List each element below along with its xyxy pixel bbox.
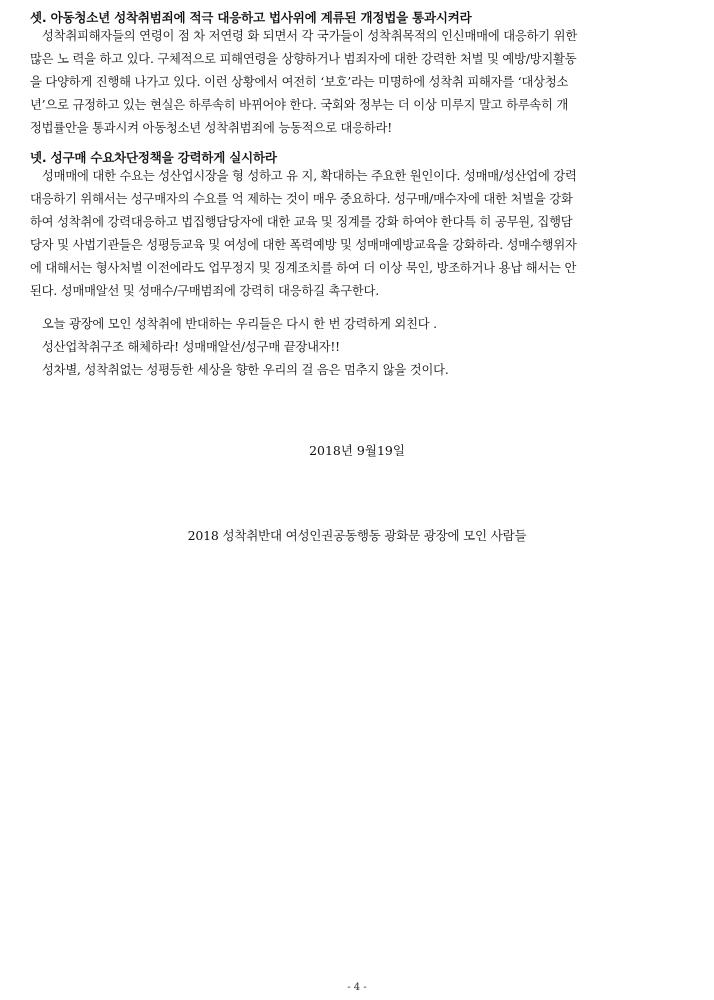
document-date: 2018년 9월19일 xyxy=(309,443,405,458)
paragraph-line: 성매매에 대한 수요는 성산업시장을 형 성하고 유 지, 확대하는 주요한 원인이다. 성매매/성산업에 강력 xyxy=(42,169,577,183)
section-heading-4: 넷. 성구매 수요차단정책을 강력하게 실시하라 xyxy=(30,150,277,165)
page-number: - 4 - xyxy=(347,982,367,993)
paragraph-line: 성착취피해자들의 연령이 점 차 저연령 화 되면서 각 국가들이 성착취목적의 인신매매에 대응하기 위한 xyxy=(42,29,578,43)
closing-statement xyxy=(30,313,694,382)
paragraph-line: 대응하기 위해서는 성구매자의 수요를 억 제하는 것이 매우 중요하다. 성구매/매수자에 대한 처벌을 강화 xyxy=(30,192,573,206)
paragraph-line: 된다. 성매매알선 및 성매수/구매범죄에 강력히 대응하길 촉구한다. xyxy=(30,284,379,298)
section-paragraph-3 xyxy=(30,25,694,140)
section-paragraph-4 xyxy=(30,165,694,303)
paragraph-line: 을 다양하게 진행해 나가고 있다. 이런 상황에서 여전히 ‘보호’라는 미명하에 성착취 피해자를 ‘대상청소 xyxy=(30,75,569,89)
section-heading-3: 셋. 아동청소년 성착취범죄에 적극 대응하고 법사위에 계류된 개정법을 통과시켜라 xyxy=(30,10,472,25)
closing-line: 오늘 광장에 모인 성착취에 반대하는 우리들은 다시 한 번 강력하게 외친다 . xyxy=(42,317,437,331)
signature-line: 2018 성착취반대 여성인권공동행동 광화문 광장에 모인 사람들 xyxy=(187,528,527,543)
paragraph-line: 당자 및 사법기관들은 성평등교육 및 여성에 대한 폭력예방 및 성매매예방교육을 강화하라. 성매수행위자 xyxy=(30,238,577,252)
paragraph-line: 정법률안을 통과시켜 아동청소년 성착취범죄에 능동적으로 대응하라! xyxy=(30,121,392,135)
paragraph-line: 하여 성착취에 강력대응하고 법집행담당자에 대한 교육 및 징계를 강화 하여야 한다특 히 공무원, 집행담 xyxy=(30,215,573,229)
closing-line: 성산업착취구조 해체하라! 성매매알선/성구매 끝장내자!! xyxy=(42,340,340,354)
paragraph-line: 에 대해서는 형사처벌 이전에라도 업무정지 및 징계조치를 하여 더 이상 묵인, 방조하거나 용납 해서는 안 xyxy=(30,261,577,275)
paragraph-line: 년’으로 규정하고 있는 현실은 하루속히 바뀌어야 한다. 국회와 정부는 더 이상 미루지 말고 하루속히 개 xyxy=(30,98,569,112)
closing-line: 성차별, 성착취없는 성평등한 세상을 향한 우리의 걸 음은 멈추지 않을 것이다. xyxy=(42,363,449,377)
paragraph-line: 많은 노 력을 하고 있다. 구체적으로 피해연령을 상향하거나 범죄자에 대한 강력한 처벌 및 예방/방지활동 xyxy=(30,52,577,66)
